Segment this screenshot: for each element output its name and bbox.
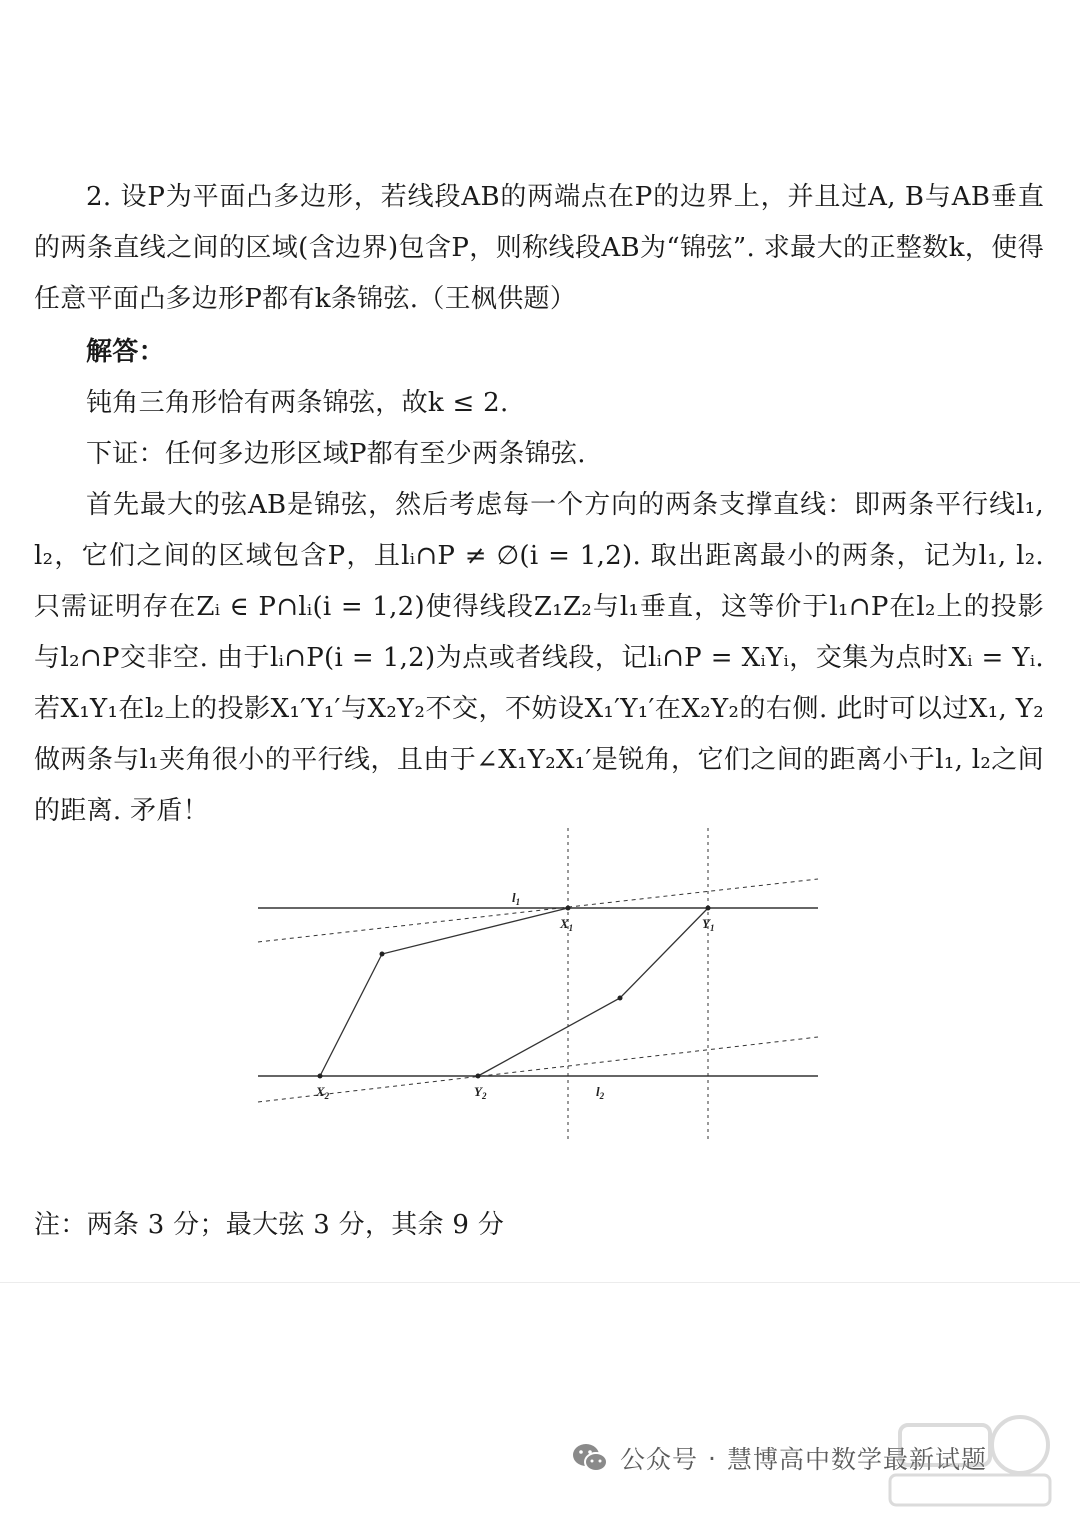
label-y1: $Y_1$ [702, 916, 715, 933]
solution-heading: 解答： [86, 337, 165, 367]
footer-prefix: 公众号 [620, 1445, 699, 1474]
vertex-y1 [706, 906, 711, 911]
footer-dot: · [708, 1443, 717, 1473]
problem-statement: 2. 设P为平面凸多边形，若线段AB的两端点在P的边界上，并且过A, B与AB垂直的两条直线之间的区域(含边界)包含P，则称线段AB为“锦弦”. 求最大的正整数k，使得任意平面凸多边形P都有k条锦弦.（王枫供题） [34, 182, 1044, 314]
vertex-x1 [566, 906, 571, 911]
label-x2: $X_2$ [316, 1084, 330, 1101]
solution-proof: 首先最大的弦AB是锦弦，然后考虑每一个方向的两条支撑直线：即两条平行线l₁, l₂，它们之间的区域包含P，且lᵢ∩P ≠ ∅(i = 1,2). 取出距离最小的两条，记为l₁, l₂. 只需证明存在Zᵢ ∈ P∩lᵢ(i = 1,2)使得线段Z₁Z₂与l₁垂直，这等价于l₁∩P在l₂上的投影与l₂∩P交非空. 由于lᵢ∩P(i = 1,2)为点或者线段，记lᵢ∩P = XᵢYᵢ，交集为点时Xᵢ = Yᵢ. 若X₁Y₁在l₂上的投影X₁′Y₁′与X₂Y₂不交，不妨设X₁′Y₁′在X₂Y₂的右侧. 此时可以过X₁, Y₂做两条与l₁夹角很小的平行线，且由于∠X₁Y₂X₁′是锐角，它们之间的距离小于l₁, l₂之间的距离. 矛盾！ [34, 490, 1044, 826]
vertex-x2 [318, 1074, 323, 1079]
watermark-logo [880, 1405, 1060, 1515]
solution-line-1: 钝角三角形恰有两条锦弦，故k ≤ 2. [86, 388, 509, 418]
wechat-icon [570, 1438, 610, 1478]
page-divider [0, 1282, 1080, 1283]
label-x1: $X_1$ [560, 916, 574, 933]
label-y2: $Y_2$ [474, 1084, 487, 1101]
polygon-left-chain [320, 908, 568, 1076]
slanted-dashed-through-y2 [258, 1037, 818, 1102]
slanted-dashed-through-x1 [258, 879, 818, 942]
label-l2: $l_2$ [596, 1084, 605, 1101]
scoring-note: 注：两条 3 分；最大弦 3 分，其余 9 分 [34, 1210, 505, 1240]
vertex-y2 [476, 1074, 481, 1079]
footer-account: 慧博高中数学最新试题 [726, 1445, 987, 1474]
polygon-right-chain [478, 908, 708, 1076]
geometry-figure [250, 828, 830, 1148]
vertex-left-mid [380, 952, 385, 957]
solution-line-2: 下证：任何多边形区域P都有至少两条锦弦. [86, 439, 586, 469]
vertex-right-mid [618, 996, 623, 1001]
label-l1: $l_1$ [512, 890, 521, 907]
